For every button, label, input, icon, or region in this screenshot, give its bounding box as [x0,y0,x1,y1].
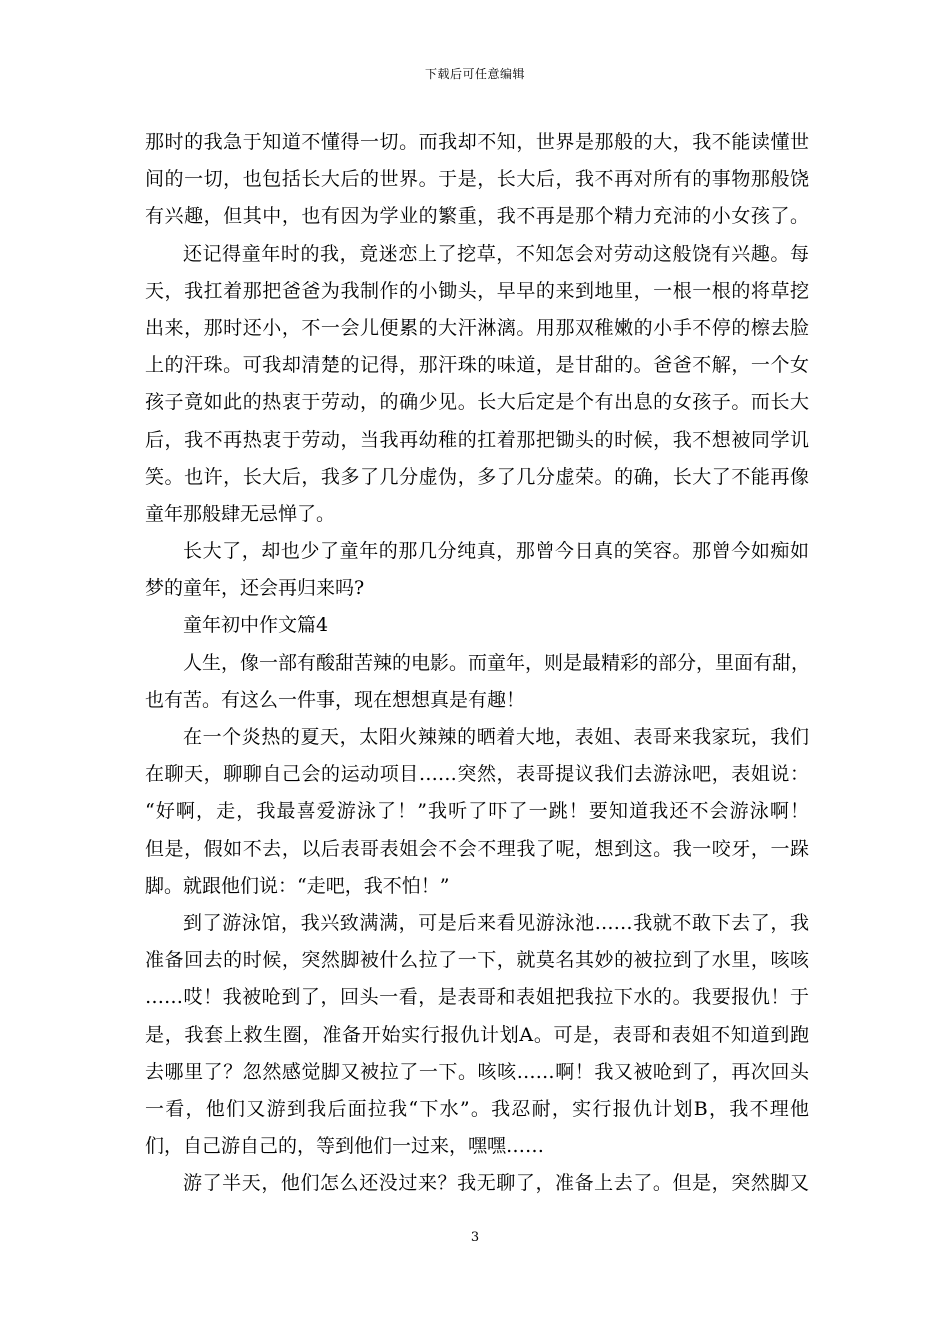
text-line: 人生，像一部有酸甜苦辣的电影。而童年，则是最精彩的部分，里面有甜， [183,651,811,674]
text-line: 去哪里了？忽然感觉脚又被拉了一下。咳咳……啊！我又被呛到了，再次回头 [145,1060,809,1083]
text-line: 笑。也许，长大后，我多了几分虚伪，多了几分虚荣。的确，长大了不能再像 [145,465,809,488]
text-line: 也有苦。有这么一件事，现在想想真是有趣！ [145,688,526,711]
text-line: 孩子竟如此的热衷于劳动，的确少见。长大后定是个有出息的女孩子。而长大 [145,391,809,414]
text-line: 游了半天，他们怎么还没过来？我无聊了，准备上去了。但是，突然脚又 [183,1172,809,1195]
text-line: 出来，那时还小，不一会儿便累的大汗淋漓。用那双稚嫩的小手不停的檫去脸 [145,316,809,339]
text-line: 间的一切，也包括长大后的世界。于是，长大后，我不再对所有的事物那般饶 [145,168,809,191]
text-line: 一看，他们又游到我后面拉我“下水”。我忍耐，实行报仇计划B，我不理他 [145,1097,809,1120]
text-line: ……哎！我被呛到了，回头一看，是表哥和表姐把我拉下水的。我要报仇！于 [145,986,809,1009]
document-body [145,124,809,1202]
text-line: 但是，假如不去，以后表哥表姐会不会不理我了呢，想到这。我一咬牙，一跺 [145,837,809,860]
text-line: 脚。就跟他们说：“走吧，我不怕！” [145,874,450,897]
text-line: 天，我扛着那把爸爸为我制作的小锄头，早早的来到地里，一根一根的将草挖 [145,279,809,302]
text-line: 上的汗珠。可我却清楚的记得，那汗珠的味道，是甘甜的。爸爸不解，一个女 [145,354,809,377]
text-line: 梦的童年，还会再归来吗? [145,577,365,600]
text-line: 们，自己游自己的，等到他们一过来，嘿嘿…… [145,1135,545,1158]
text-line: 童年那般肆无忌惮了。 [145,502,336,525]
text-line: 还记得童年时的我，竟迷恋上了挖草，不知怎会对劳动这般饶有兴趣。每 [183,242,809,265]
text-line: 那时的我急于知道不懂得一切。而我却不知，世界是那般的大，我不能读懂世 [145,131,809,153]
text-line: 是，我套上救生圈，准备开始实行报仇计划A。可是，表哥和表姐不知道到跑 [145,1023,809,1046]
text-line: 在一个炎热的夏天，太阳火辣辣的晒着大地，表姐、表哥来我家玩，我们 [183,726,809,748]
text-line: 准备回去的时候，突然脚被什么拉了一下，就莫名其妙的被拉到了水里，咳咳 [145,949,809,972]
text-line: 在聊天，聊聊自己会的运动项目……突然，表哥提议我们去游泳吧，表姐说： [145,763,809,786]
page-number: 3 [470,1230,480,1245]
text-line: 后，我不再热衷于劳动，当我再幼稚的扛着那把锄头的时候，我不想被同学讥 [145,428,809,451]
text-line: 童年初中作文篇4 [183,614,329,637]
text-line: “好啊，走，我最喜爱游泳了！”我听了吓了一跳！要知道我还不会游泳啊！ [145,800,809,823]
page-header: 下载后可任意编辑 [424,67,525,81]
text-line: 到了游泳馆，我兴致满满，可是后来看见游泳池……我就不敢下去了，我 [183,911,809,934]
text-line: 长大了，却也少了童年的那几分纯真，那曾今日真的笑容。那曾今如痴如 [183,540,809,563]
text-line: 有兴趣，但其中，也有因为学业的繁重，我不再是那个精力充沛的小女孩了。 [145,205,809,228]
